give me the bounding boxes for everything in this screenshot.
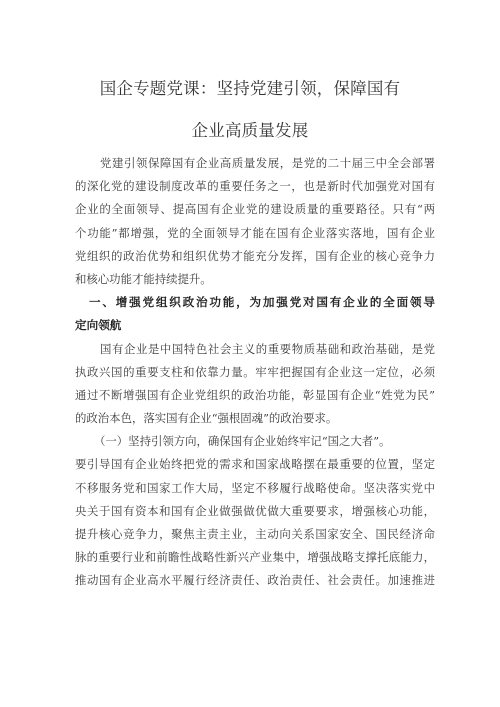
paragraph-line: 和核心功能才能持续提升。 bbox=[75, 271, 212, 286]
subsection-heading: （一）坚持引领方向，确保国有企业始终牢记“国之大者”。 bbox=[94, 434, 391, 449]
paragraph-line: 党组织的政治优势和组织优势才能充分发挥，国有企业的核心竞争力 bbox=[75, 248, 435, 263]
paragraph-line: 推动国有企业高水平履行经济责任、政治责任、社会责任。加速推进 bbox=[75, 573, 435, 588]
paragraph-line: 的深化党的建设制度改革的重要任务之一，也是新时代加强党对国有 bbox=[75, 179, 435, 194]
paragraph-line: 不移服务党和国家工作大局，坚定不移履行战略使命。坚决落实党中 bbox=[75, 480, 435, 495]
document-title-line-2: 企业高质量发展 bbox=[191, 121, 309, 140]
paragraph-line: 提升核心竞争力，聚焦主责主业，主动向关系国家安全、国民经济命 bbox=[75, 527, 435, 541]
section-heading: 一、增强党组织政治功能，为加强党对国有企业的全面领导 bbox=[89, 295, 435, 310]
paragraph-line: 个功能”都增强，党的全面领导才能在国有企业落实落地，国有企业 bbox=[75, 225, 435, 240]
paragraph-line: 央关于国有资本和国有企业做强做优做大重要要求，增强核心功能， bbox=[75, 503, 435, 518]
paragraph-line: 国有企业是中国特色社会主义的重要物质基础和政治基础，是党 bbox=[100, 341, 435, 356]
section-heading: 定向领航 bbox=[75, 318, 122, 333]
document-body bbox=[75, 152, 435, 593]
paragraph-line: 执政兴国的重要支柱和依靠力量。牢牢把握国有企业这一定位，必须 bbox=[75, 364, 435, 379]
document-title-line-1: 国企专题党课：坚持党建引领，保障国有 bbox=[99, 79, 401, 98]
paragraph-line: 通过不断增强国有企业党组织的政治功能，彰显国有企业“姓党为民” bbox=[75, 387, 435, 402]
paragraph-line: 要引导国有企业始终把党的需求和国家战略摆在最重要的位置，坚定 bbox=[75, 457, 435, 472]
paragraph-line: 的政治本色，落实国有企业“强根固魂”的政治要求。 bbox=[75, 411, 338, 426]
paragraph-line: 党建引领保障国有企业高质量发展，是党的二十届三中全会部署 bbox=[100, 156, 435, 170]
paragraph-line: 脉的重要行业和前瞻性战略性新兴产业集中，增强战略支撑托底能力， bbox=[75, 550, 435, 565]
paragraph-line: 企业的全面领导、提高国有企业党的建设质量的重要路径。只有“两 bbox=[75, 202, 435, 217]
